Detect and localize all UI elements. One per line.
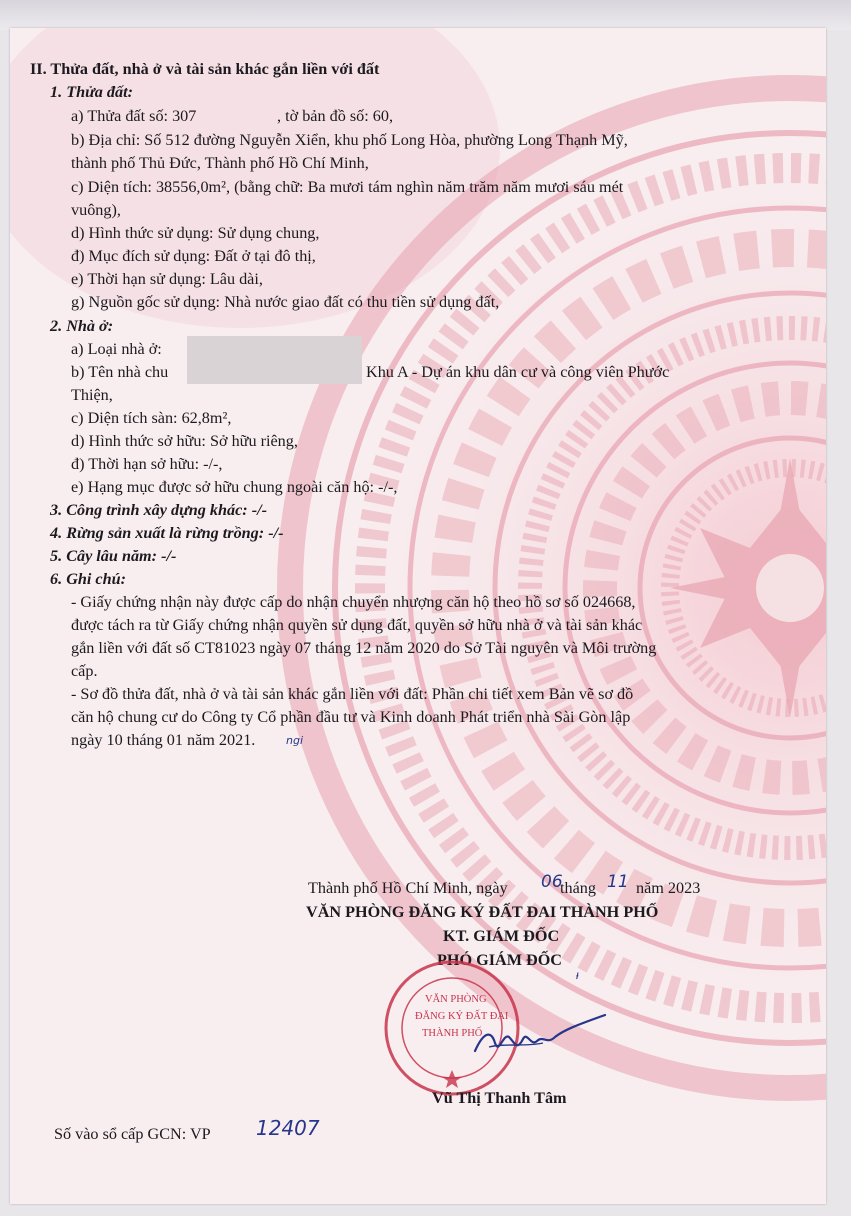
stamp-line-3: THÀNH PHỐ [422,1028,483,1039]
note-line: căn hộ chung cư do Công ty Cổ phần đầu tư và Kinh doanh Phát triển nhà Sài Gòn lập [71,708,631,726]
issue-year: năm 2023 [636,879,701,897]
scan-top-strip [0,0,851,30]
land-usage-form: d) Hình thức sử dụng: Sử dụng chung, [71,224,320,242]
house-name-line2: Thiện, [71,386,113,404]
section-title: II. Thửa đất, nhà ở và tài sản khác gắn liền với đất [30,60,380,78]
registry-number-label: Số vào sổ cấp GCN: VP [54,1125,211,1143]
perennial-trees: 5. Cây lâu năm: -/- [50,547,177,565]
note-line: - Giấy chứng nhận này được cấp do nhận chuyển nhượng căn hộ theo hồ sơ số 024668, [71,593,636,611]
issue-date-prefix: Thành phố Hồ Chí Minh, ngày [308,879,508,897]
handwritten-mark: ᵼ [576,968,579,982]
handwritten-signature [465,1003,615,1073]
stamp-line-1: VĂN PHÒNG [425,994,487,1005]
deputy-director: PHÓ GIÁM ĐỐC [437,951,562,969]
land-map-sheet: , tờ bản đồ số: 60, [277,107,394,125]
redaction-box [187,336,362,384]
house-name-suffix: Khu A - Dự án khu dân cư và công viên Phước [366,363,670,381]
house-name-prefix: b) Tên nhà chu [71,363,169,381]
land-address-line2: thành phố Thủ Đức, Thành phố Hồ Chí Minh, [71,154,369,172]
land-usage-origin: g) Nguồn gốc sử dụng: Nhà nước giao đất có thu tiền sử dụng đất, [71,293,500,311]
house-ownership-form: d) Hình thức sở hữu: Sở hữu riêng, [71,432,298,450]
stamp-line-2: ĐĂNG KÝ ĐẤT ĐAI [415,1011,509,1022]
house-heading: 2. Nhà ở: [50,317,114,335]
handwritten-initial: ngi [286,734,304,747]
note-line: được tách ra từ Giấy chứng nhận quyền sử dụng đất, quyền sở hữu nhà ở và tài sản khác [71,616,643,634]
signer-name: Vũ Thị Thanh Tâm [432,1089,567,1107]
note-line: - Sơ đồ thửa đất, nhà ở và tài sản khác gắn liền với đất: Phần chi tiết xem Bản vẽ sơ đồ [71,685,634,703]
land-area-line1: c) Diện tích: 38556,0m², (bằng chữ: Ba mươi tám nghìn năm trăm năm mươi sáu mét [71,178,624,196]
issuing-office: VĂN PHÒNG ĐĂNG KÝ ĐẤT ĐAI THÀNH PHỐ [306,903,659,921]
note-line: cấp. [71,662,98,680]
issue-month-label: tháng [560,879,596,897]
house-shared-items: e) Hạng mục được sở hữu chung ngoài căn hộ: -/-, [71,478,398,496]
land-parcel-number: a) Thửa đất số: 307 [71,107,197,125]
kt-director: KT. GIÁM ĐỐC [443,927,560,945]
land-usage-term: e) Thời hạn sử dụng: Lâu dài, [71,270,263,288]
land-address-line1: b) Địa chỉ: Số 512 đường Nguyễn Xiển, khu phố Long Hòa, phường Long Thạnh Mỹ, [71,131,628,149]
land-area-line2: vuông), [71,201,121,219]
issue-day-handwritten: 06 [541,872,563,892]
house-floor-area: c) Diện tích sàn: 62,8m², [71,409,232,427]
house-ownership-term: đ) Thời hạn sở hữu: -/-, [71,455,223,473]
planted-forest: 4. Rừng sản xuất là rừng trồng: -/- [50,524,284,542]
registry-number-handwritten: 12407 [256,1116,320,1140]
land-usage-purpose: đ) Mục đích sử dụng: Đất ở tại đô thị, [71,247,316,265]
land-heading: 1. Thửa đất: [50,83,133,101]
note-line: gắn liền với đất số CT81023 ngày 07 tháng 12 năm 2020 do Sở Tài nguyên và Môi trường [71,639,657,657]
issue-month-handwritten: 11 [607,872,629,892]
other-construction: 3. Công trình xây dựng khác: -/- [50,501,268,519]
note-line: ngày 10 tháng 01 năm 2021. [71,731,256,749]
notes-heading: 6. Ghi chú: [50,570,127,588]
certificate-page [10,28,826,1204]
house-type: a) Loại nhà ở: [71,340,162,358]
